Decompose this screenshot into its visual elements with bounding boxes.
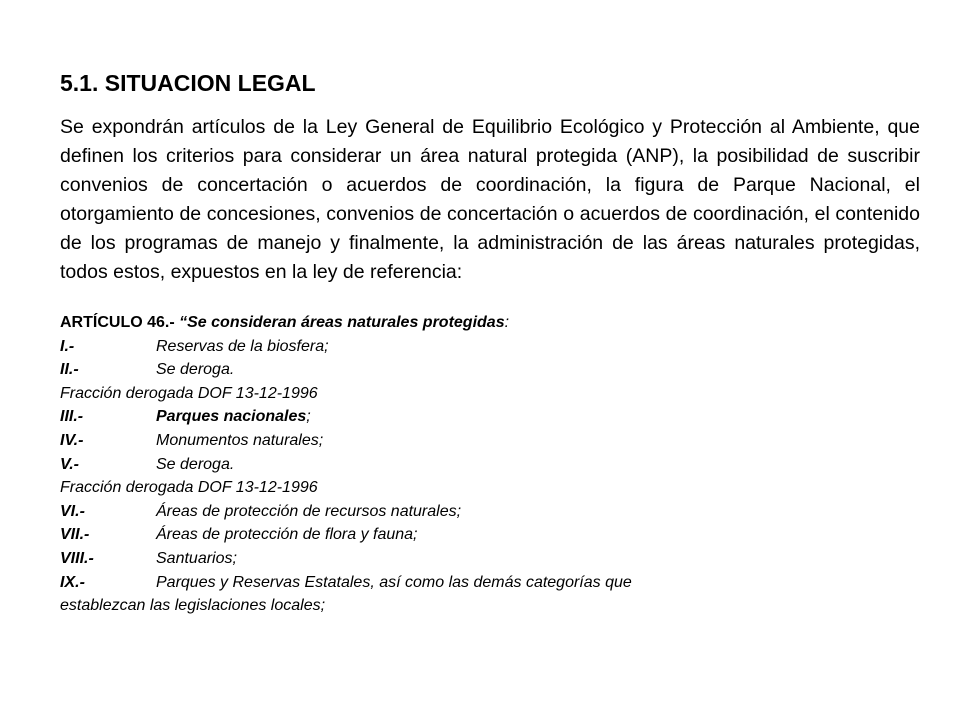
list-item xyxy=(60,358,920,382)
item-text-wrap xyxy=(156,405,920,429)
item-text: Áreas de protección de recursos naturales; xyxy=(156,502,462,520)
article-heading xyxy=(60,311,920,335)
list-item xyxy=(60,335,920,359)
list-item xyxy=(60,571,920,595)
intro-paragraph: Se expondrán artículos de la Ley General de Equilibrio Ecológico y Protección al Ambiente, que definen los criterios para considerar un área natural protegida (ANP), la posibilidad de suscribir convenios de concertación o acuerdos de coordinación, la figura de Parque Nacional, el otorgamiento de concesiones, convenios de concertación o acuerdos de coordinación, el contenido de los programas de manejo y finalmente, la administración de las áreas naturales protegidas, todos estos, expuestos en la ley de referencia: xyxy=(60,116,920,283)
list-item xyxy=(60,405,920,429)
item-text: Parques y Reservas Estatales, así como las demás categorías que xyxy=(156,573,632,591)
article-quote: “Se consideran áreas naturales protegidas xyxy=(179,314,505,331)
item-text: Monumentos naturales; xyxy=(156,431,324,449)
document-page xyxy=(60,66,920,618)
item-number: V.- xyxy=(60,455,79,473)
item-text-tail: ; xyxy=(306,408,311,426)
item-number: II.- xyxy=(60,361,79,379)
item-text: Áreas de protección de flora y fauna; xyxy=(156,526,418,544)
item-text: Parques nacionales xyxy=(156,408,307,426)
item-number: IX.- xyxy=(60,573,85,591)
item-number: VIII.- xyxy=(60,549,94,567)
item-number: IV.- xyxy=(60,431,84,449)
article-label: ARTÍCULO 46.- xyxy=(60,314,180,331)
item-continuation: establezcan las legislaciones locales; xyxy=(60,597,326,615)
article-46 xyxy=(60,311,920,618)
list-item xyxy=(60,500,920,524)
derogation-note: Fracción derogada DOF 13-12-1996 xyxy=(60,384,318,402)
item-text: Se deroga. xyxy=(156,361,235,379)
item-number: I.- xyxy=(60,337,75,355)
list-item xyxy=(60,523,920,547)
item-number: VII.- xyxy=(60,526,90,544)
item-text: Reservas de la biosfera; xyxy=(156,337,329,355)
list-item xyxy=(60,429,920,453)
list-item xyxy=(60,547,920,571)
item-text: Se deroga. xyxy=(156,455,235,473)
article-colon: : xyxy=(504,314,510,331)
list-item xyxy=(60,453,920,477)
section-heading: 5.1. SITUACION LEGAL xyxy=(60,70,316,96)
derogation-note: Fracción derogada DOF 13-12-1996 xyxy=(60,479,318,497)
item-text: Santuarios; xyxy=(156,549,237,567)
item-number: III.- xyxy=(60,408,84,426)
item-number: VI.- xyxy=(60,502,85,520)
